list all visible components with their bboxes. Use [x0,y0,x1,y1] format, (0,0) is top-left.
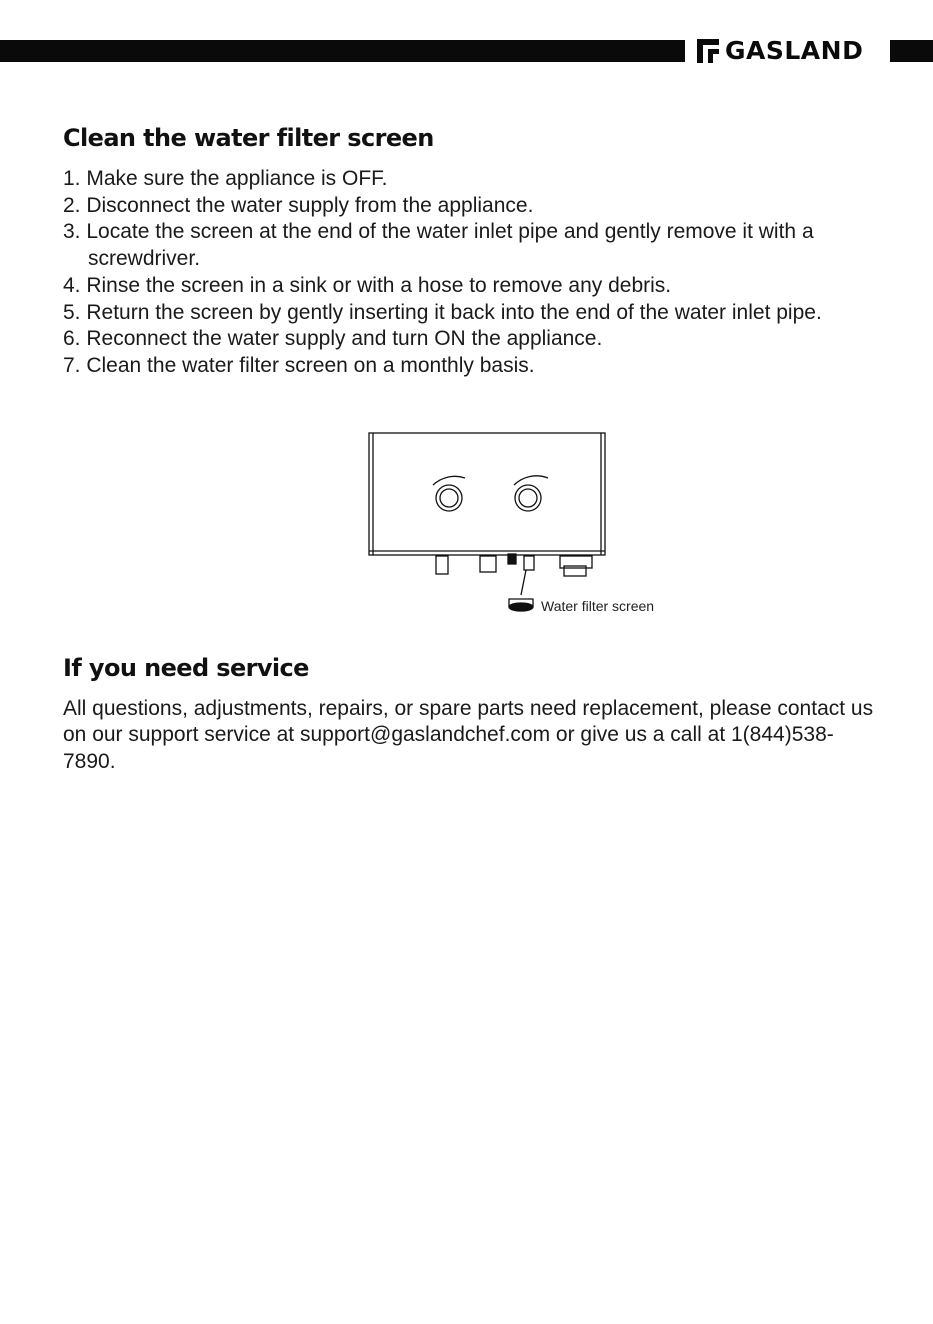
service-paragraph: All questions, adjustments, repairs, or spare parts need replacement, please contact us on our support service at support@gaslandchef.com or give us a call at 1(844)538-7890. [63,697,874,773]
step-item: 5. Return the screen by gently inserting it back into the end of the water inlet pipe. [63,300,822,324]
section-title-clean: Clean the water filter screen [63,124,434,152]
brand-logo [697,36,863,66]
gasland-logo-icon [697,39,719,63]
brand-name: GASLAND [725,36,864,65]
header-bar-end [890,40,933,62]
step-item: 1. Make sure the appliance is OFF. [63,167,388,190]
step-item: 4. Rinse the screen in a sink or with a hose to remove any debris. [63,273,672,297]
section-title-service: If you need service [63,654,309,682]
step-item: 2. Disconnect the water supply from the appliance. [63,193,534,217]
water-heater-diagram-icon [366,430,696,620]
step-item: 7. Clean the water filter screen on a monthly basis. [63,353,535,377]
step-item: 6. Reconnect the water supply and turn ON the appliance. [63,327,603,351]
figure-caption: Water filter screen [541,598,655,614]
steps-list [63,166,883,380]
header-bar [0,40,685,62]
step-item: 3. Locate the screen at the end of the water inlet pipe and gently remove it with a screwdriver. [63,220,814,271]
